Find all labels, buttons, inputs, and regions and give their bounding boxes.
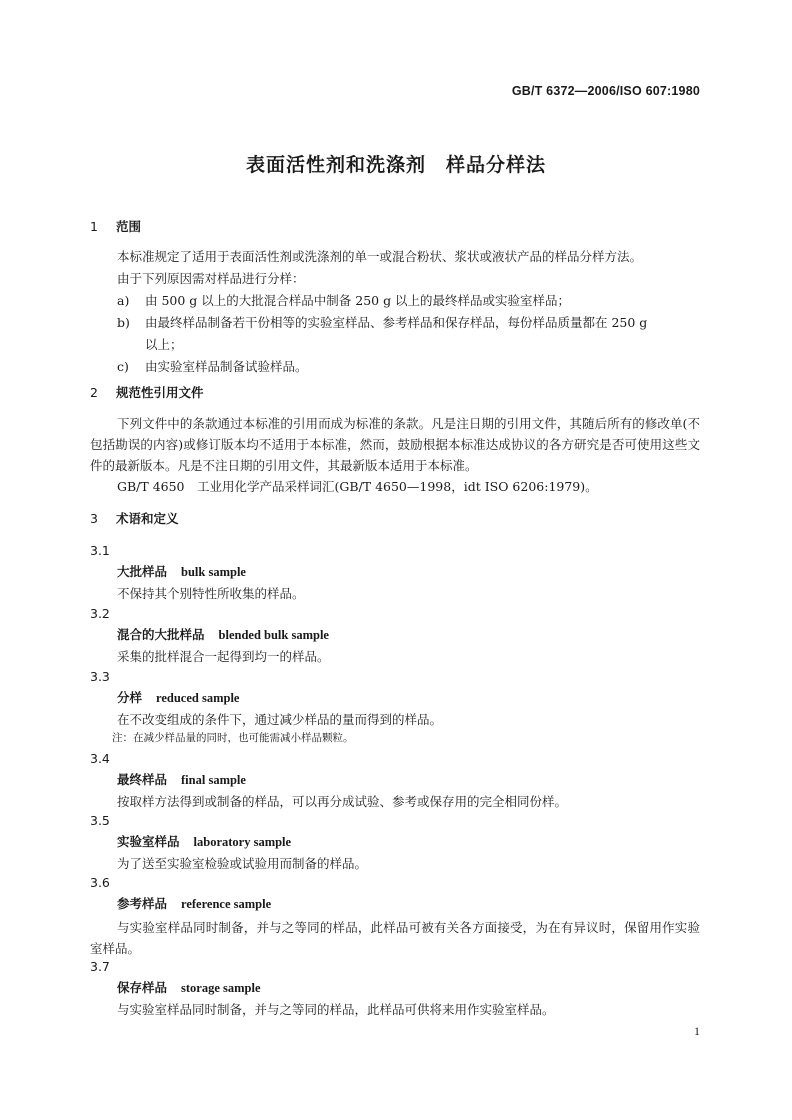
paragraph: 由于下列原因需对样品进行分样：: [117, 271, 305, 286]
list-label: c): [117, 359, 129, 374]
list-continuation: 以上；: [145, 337, 183, 352]
term-zh: 保存样品: [117, 980, 168, 995]
page-number: 1: [694, 1024, 700, 1038]
clause-number: 3.7: [90, 959, 110, 974]
term-entry: [90, 542, 700, 602]
term-entry: [90, 874, 700, 959]
standard-number: GB/T 6372—2006/ISO 607:1980: [511, 84, 700, 98]
section-title: 范围: [116, 219, 142, 234]
term-name: [90, 689, 700, 707]
section-title: 规范性引用文件: [116, 385, 204, 400]
clause-number: 3.5: [90, 813, 110, 828]
term-zh: 大批样品: [117, 564, 168, 579]
term-zh: 最终样品: [117, 772, 168, 787]
list-label: b): [117, 315, 130, 330]
term-entry: [90, 750, 700, 810]
term-en: storage sample: [181, 981, 261, 995]
term-name: [90, 626, 700, 644]
section-heading: [90, 384, 700, 401]
term-name: [90, 979, 700, 997]
list-item: [90, 358, 700, 375]
section-number: 3: [90, 511, 98, 526]
term-entry: [90, 605, 700, 665]
clause-number: 3.2: [90, 606, 110, 621]
section-heading: [90, 510, 700, 527]
section-title: 术语和定义: [116, 511, 179, 526]
term-en: blended bulk sample: [218, 628, 329, 642]
list-text: 由最终样品制备若干份相等的实验室样品、参考样品和保存样品，每份样品质量都在 250 g: [145, 315, 648, 330]
section-terms: [90, 510, 700, 527]
list-text: 由 500 g 以上的大批混合样品中制备 250 g 以上的最终样品或实验室样品；: [145, 293, 571, 308]
term-entry: [90, 668, 700, 747]
term-en: reduced sample: [156, 691, 240, 705]
term-name: [90, 563, 700, 581]
term-definition: 在不改变组成的条件下，通过减少样品的量而得到的样品。: [117, 712, 443, 727]
paragraph: 本标准规定了适用于表面活性剂或洗涤剂的单一或混合粉状、浆状或液状产品的样品分样方法。: [117, 249, 643, 264]
term-entry: [90, 958, 700, 1018]
list-item: [90, 292, 700, 309]
term-definition: 采集的批样混合一起得到均一的样品。: [117, 649, 330, 664]
term-name: [90, 833, 700, 851]
term-zh: 混合的大批样品: [117, 627, 205, 642]
term-en: final sample: [181, 773, 246, 787]
list-label: a): [117, 293, 130, 308]
term-definition: 与实验室样品同时制备，并与之等同的样品，此样品可被有关各方面接受，为在有异议时，保留用作实验室样品。: [90, 920, 700, 956]
term-definition: 按取样方法得到或制备的样品，可以再分成试验、参考或保存用的完全相同份样。: [117, 794, 568, 809]
section-number: 1: [90, 219, 98, 234]
term-name: [90, 771, 700, 789]
clause-number: 3.6: [90, 875, 110, 890]
list-text: 由实验室样品制备试验样品。: [145, 359, 308, 374]
term-definition: 为了送至实验室检验或试验用而制备的样品。: [117, 856, 368, 871]
scope-body: [90, 248, 700, 375]
paragraph: 下列文件中的条款通过本标准的引用而成为标准的条款。凡是注日期的引用文件，其随后所有的修改单(不包括勘误的内容)或修订版本均不适用于本标准，然而，鼓励根据本标准达成协议的各方研究是否可使用这些文件的最新版本。凡是不注日期的引用文件，其最新版本适用于本标准。: [90, 416, 700, 473]
term-definition: 不保持其个别特性所收集的样品。: [117, 586, 305, 601]
term-en: laboratory sample: [193, 835, 292, 849]
clause-number: 3.3: [90, 669, 110, 684]
list-item: [90, 314, 700, 331]
term-zh: 参考样品: [117, 896, 168, 911]
term-zh: 分样: [117, 690, 143, 705]
term-name: [90, 895, 700, 913]
term-zh: 实验室样品: [117, 834, 180, 849]
term-en: bulk sample: [181, 565, 246, 579]
term-note: 注：在减少样品量的同时，也可能需减小样品颗粒。: [112, 732, 354, 744]
section-number: 2: [90, 385, 98, 400]
clause-number: 3.4: [90, 751, 110, 766]
document-title: 表面活性剂和洗涤剂 样品分样法: [245, 154, 546, 176]
section-scope: [90, 218, 700, 235]
term-en: reference sample: [181, 897, 272, 911]
term-entry: [90, 812, 700, 872]
references-body: [90, 413, 700, 497]
section-normative-references: [90, 384, 700, 401]
reference-entry: GB/T 4650 工业用化学产品采样词汇(GB/T 4650—1998，idt ISO 6206:1979)。: [117, 479, 598, 494]
term-definition: 与实验室样品同时制备，并与之等同的样品，此样品可供将来用作实验室样品。: [117, 1002, 555, 1017]
section-heading: [90, 218, 700, 235]
clause-number: 3.1: [90, 543, 110, 558]
